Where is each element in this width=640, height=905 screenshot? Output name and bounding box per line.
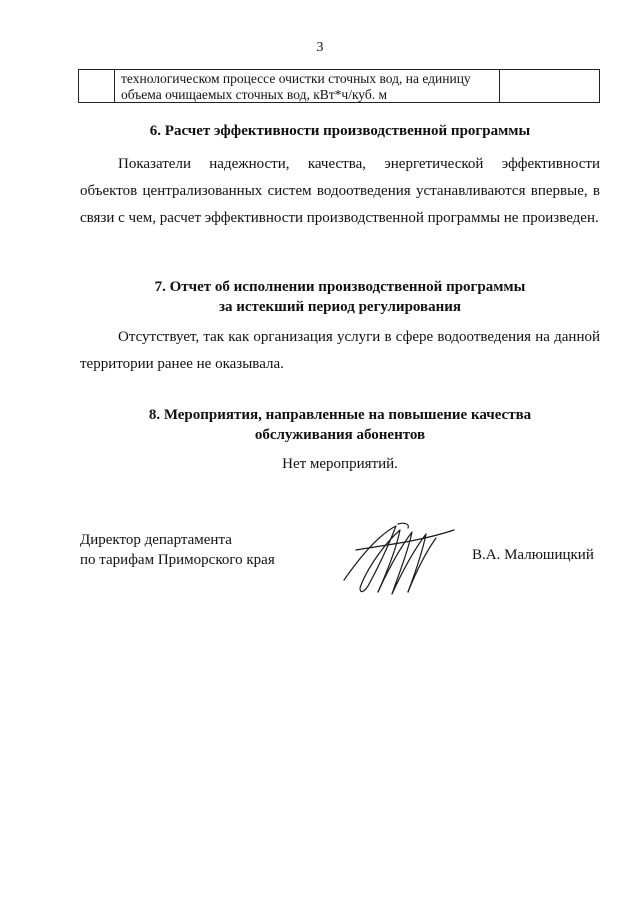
section7-heading-line1: 7. Отчет об исполнении производственной программы bbox=[154, 279, 526, 295]
table-cell-index bbox=[79, 70, 115, 102]
section6-paragraph bbox=[80, 151, 600, 232]
section6-heading: 6. Расчет эффективности производственной программы bbox=[149, 123, 531, 139]
handwritten-signature bbox=[338, 520, 458, 600]
section7-heading bbox=[0, 277, 640, 317]
signatory-title-line1: Директор департамента bbox=[80, 532, 232, 548]
signatory-name: В.А. Малюшицкий bbox=[472, 547, 594, 563]
table-cell-value bbox=[500, 70, 599, 102]
section6-body: Показатели надежности, качества, энергетической эффективности объектов централизованных систем водоотведения устанавливаются впервые, в связи с чем, расчет эффективности производственной программы не произведен. bbox=[80, 156, 600, 226]
section7-body: Отсутствует, так как организация услуги в сфере водоотведения на данной территории ранее не оказывала. bbox=[80, 329, 600, 372]
section7-heading-line2: за истекший период регулирования bbox=[218, 299, 462, 315]
table-cell-line: технологическом процессе очистки сточных вод, на единицу bbox=[121, 71, 471, 86]
section8-heading-line2: обслуживания абонентов bbox=[254, 427, 426, 443]
page-number: 3 bbox=[316, 40, 324, 55]
table-fragment bbox=[78, 69, 600, 103]
section8-body: Нет мероприятий. bbox=[282, 456, 398, 472]
section8-heading bbox=[0, 405, 640, 445]
section8-heading-line1: 8. Мероприятия, направленные на повышение качества bbox=[148, 407, 532, 423]
signatory-title bbox=[80, 530, 275, 570]
table-cell-line: объема очищаемых сточных вод, кВт*ч/куб. м bbox=[121, 87, 388, 102]
section7-paragraph bbox=[80, 324, 600, 378]
table-cell-description bbox=[115, 70, 500, 102]
signatory-title-line2: по тарифам Приморского края bbox=[80, 552, 275, 568]
